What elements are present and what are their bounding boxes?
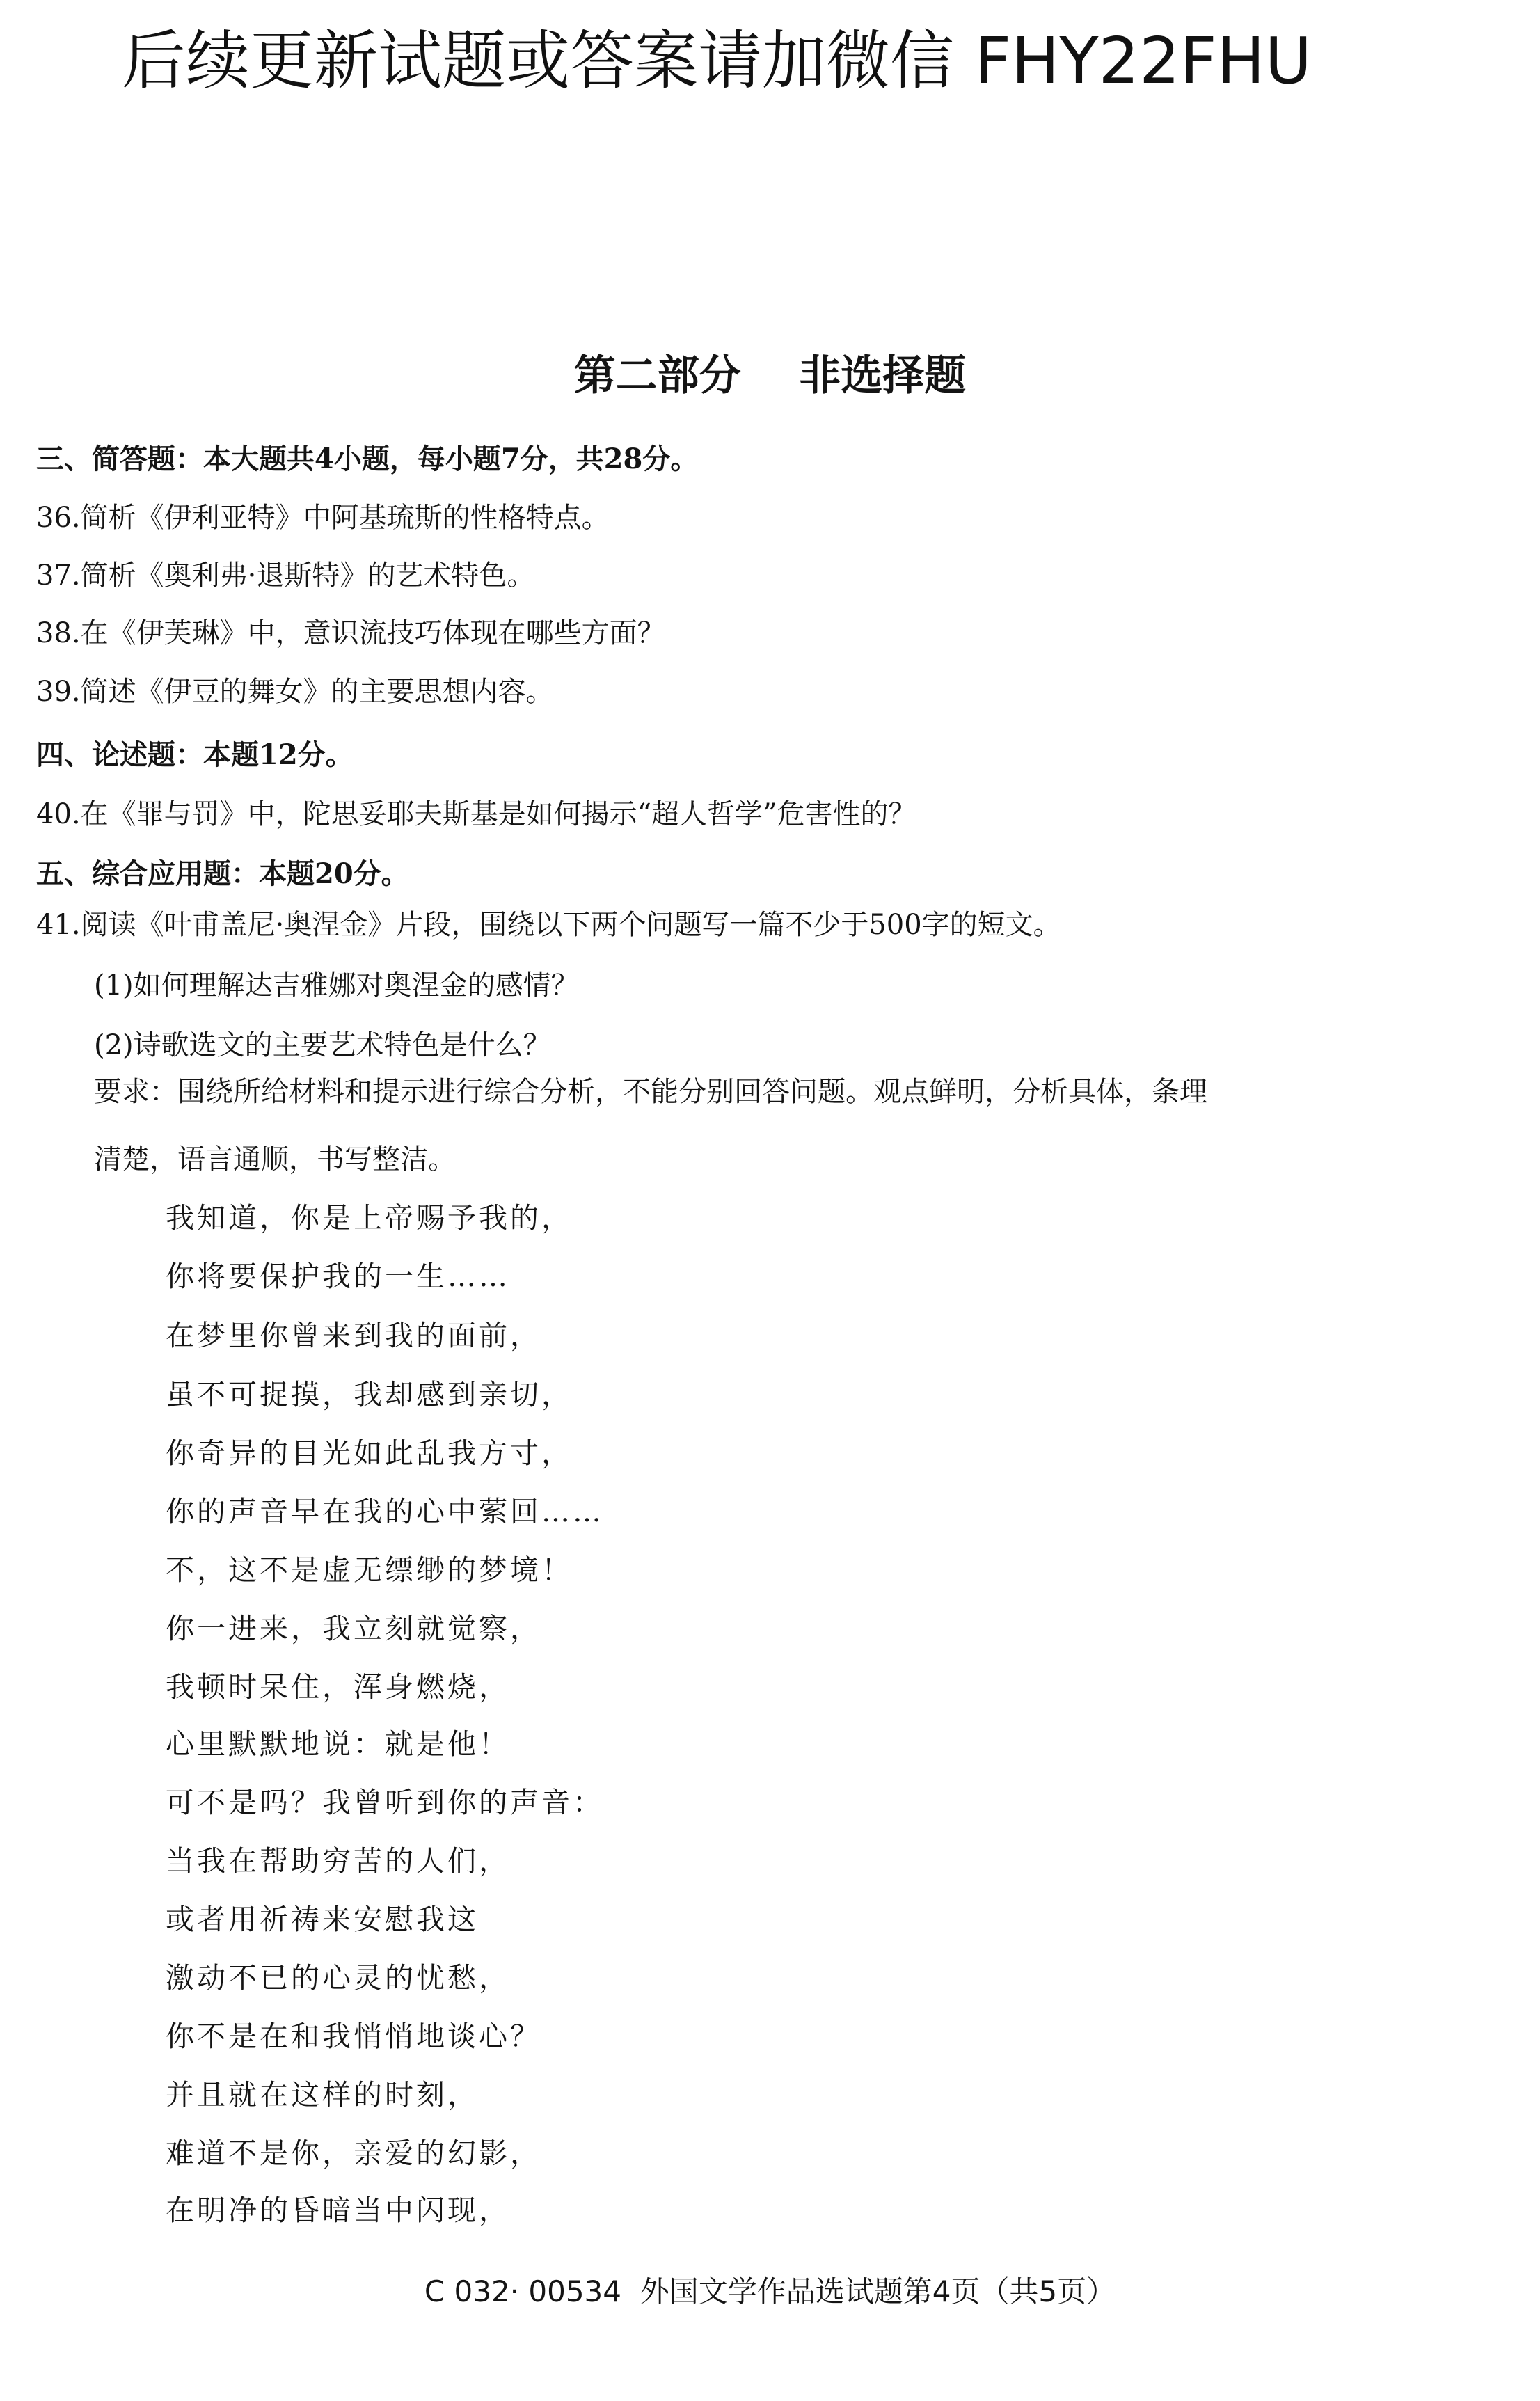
section-heading-short-answer: 三、简答题：本大题共4小题，每小题7分，共28分。 — [36, 443, 699, 475]
question-40: 40.在《罪与罚》中，陀思妥耶夫斯基是如何揭示“超人哲学”危害性的？ — [36, 798, 916, 830]
poem-line: 难道不是你，亲爱的幻影， — [166, 2137, 541, 2170]
poem-line: 你不是在和我悄悄地谈心？ — [166, 2020, 541, 2053]
question-39: 39.简述《伊豆的舞女》的主要思想内容。 — [36, 676, 554, 708]
question-41: 41.阅读《叶甫盖尼·奥涅金》片段，围绕以下两个问题写一篇不少于500字的短文。 — [36, 909, 1061, 941]
poem-line: 激动不已的心灵的忧愁， — [166, 1961, 510, 1995]
poem-line: 在梦里你曾来到我的面前， — [166, 1319, 541, 1352]
question-41-requirements-line-2: 清楚，语言通顺，书写整洁。 — [94, 1143, 456, 1175]
poem-line: 你的声音早在我的心中萦回…… — [166, 1495, 604, 1528]
question-38: 38.在《伊芙琳》中，意识流技巧体现在哪些方面？ — [36, 617, 665, 649]
section-heading-application: 五、综合应用题：本题20分。 — [36, 857, 409, 890]
poem-line: 我知道，你是上帝赐予我的， — [166, 1201, 573, 1235]
poem-line: 你奇异的目光如此乱我方寸， — [166, 1436, 573, 1470]
poem-line: 可不是吗？我曾听到你的声音： — [166, 1786, 604, 1819]
question-41-requirements-line-1: 要求：围绕所给材料和提示进行综合分析，不能分别回答问题。观点鲜明，分析具体，条理 — [94, 1076, 1207, 1108]
poem-line: 或者用祈祷来安慰我这 — [166, 1903, 479, 1936]
poem-line: 心里默默地说：就是他！ — [166, 1727, 510, 1761]
part-title: 第二部分 非选择题 — [573, 351, 967, 400]
header-notice: 后续更新试题或答案请加微信 FHY22FHU — [122, 24, 1312, 98]
page-footer: C 032· 00534 外国文学作品选试题第4页（共5页） — [424, 2274, 1116, 2308]
question-41-subquestion-2: (2)诗歌选文的主要艺术特色是什么？ — [94, 1029, 551, 1061]
poem-line: 不，这不是虚无缥缈的梦境！ — [166, 1553, 573, 1587]
poem-line: 我顿时呆住，浑身燃烧， — [166, 1670, 510, 1704]
poem-line: 并且就在这样的时刻， — [166, 2078, 479, 2111]
poem-line: 你一进来，我立刻就觉察， — [166, 1612, 541, 1645]
question-36: 36.简析《伊利亚特》中阿基琉斯的性格特点。 — [36, 502, 610, 534]
poem-line: 虽不可捉摸，我却感到亲切， — [166, 1378, 573, 1411]
poem-line: 在明净的昏暗当中闪现， — [166, 2194, 510, 2227]
section-heading-essay: 四、论述题：本题12分。 — [36, 738, 354, 771]
question-37: 37.简析《奥利弗·退斯特》的艺术特色。 — [36, 560, 535, 592]
poem-line: 当我在帮助穷苦的人们， — [166, 1844, 510, 1878]
poem-line: 你将要保护我的一生…… — [166, 1260, 510, 1293]
question-41-subquestion-1: (1)如何理解达吉雅娜对奥涅金的感情？ — [94, 969, 579, 1001]
